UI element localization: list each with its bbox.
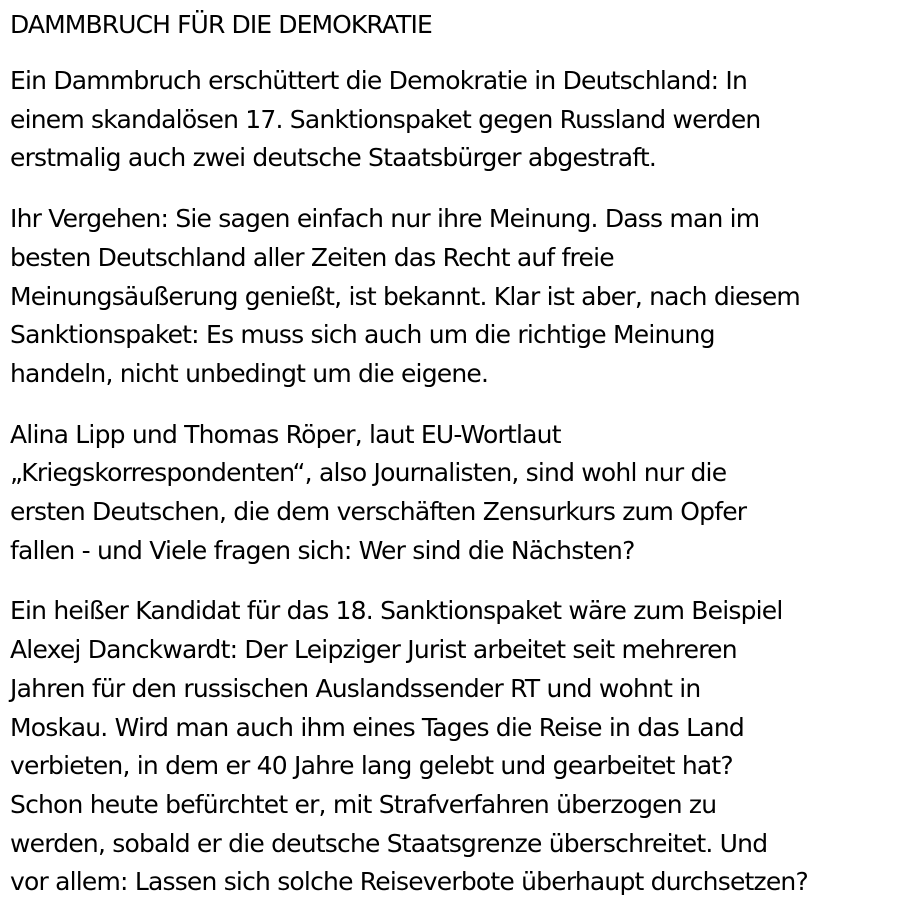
- paragraph-line: besten Deutschland aller Zeiten das Recht auf freie: [10, 242, 614, 272]
- paragraph-line: werden, sobald er die deutsche Staatsgrenze überschreitet. Und: [10, 828, 768, 858]
- paragraph-2: [10, 200, 898, 394]
- paragraph-line: verbieten, in dem er 40 Jahre lang gelebt und gearbeitet hat?: [10, 751, 733, 781]
- paragraph-line: Schon heute befürchtet er, mit Strafverfahren überzogen zu: [10, 789, 717, 819]
- paragraph-line: „Kriegskorrespondenten“, also Journalisten, sind wohl nur die: [10, 458, 727, 488]
- paragraph-4: [10, 592, 898, 902]
- paragraph-line: Meinungsäußerung genießt, ist bekannt. Klar ist aber, nach diesem: [10, 281, 800, 311]
- paragraph-line: ersten Deutschen, die dem verschäften Zensurkurs zum Opfer: [10, 497, 747, 527]
- paragraph-line: Moskau. Wird man auch ihm eines Tages die Reise in das Land: [10, 712, 744, 742]
- document-title: DAMMBRUCH FÜR DIE DEMOKRATIE: [10, 10, 432, 39]
- paragraph-line: erstmalig auch zwei deutsche Staatsbürger abgestraft.: [10, 143, 656, 173]
- paragraph-line: Ein Dammbruch erschüttert die Demokratie in Deutschland: In: [10, 66, 748, 95]
- paragraph-1: [10, 62, 898, 178]
- paragraph-line: Sanktionspaket: Es muss sich auch um die richtige Meinung: [10, 320, 715, 350]
- paragraph-line: Alexej Danckwardt: Der Leipziger Jurist arbeitet seit mehreren: [10, 635, 737, 665]
- paragraph-line: fallen - und Viele fragen sich: Wer sind die Nächsten?: [10, 535, 635, 565]
- paragraph-line: handeln, nicht unbedingt um die eigene.: [10, 358, 489, 388]
- paragraph-line: Ein heißer Kandidat für das 18. Sanktionspaket wäre zum Beispiel: [10, 596, 783, 626]
- paragraph-line: einem skandalösen 17. Sanktionspaket gegen Russland werden: [10, 104, 761, 134]
- paragraph-3: [10, 416, 898, 571]
- paragraph-line: Jahren für den russischen Auslandssender RT und wohnt in: [10, 673, 701, 703]
- paragraph-line: vor allem: Lassen sich solche Reiseverbote überhaupt durchsetzen?: [10, 867, 808, 897]
- paragraph-line: Alina Lipp und Thomas Röper, laut EU-Wortlaut: [10, 419, 561, 449]
- paragraph-line: Ihr Vergehen: Sie sagen einfach nur ihre Meinung. Dass man im: [10, 204, 760, 234]
- document-page: [10, 8, 898, 924]
